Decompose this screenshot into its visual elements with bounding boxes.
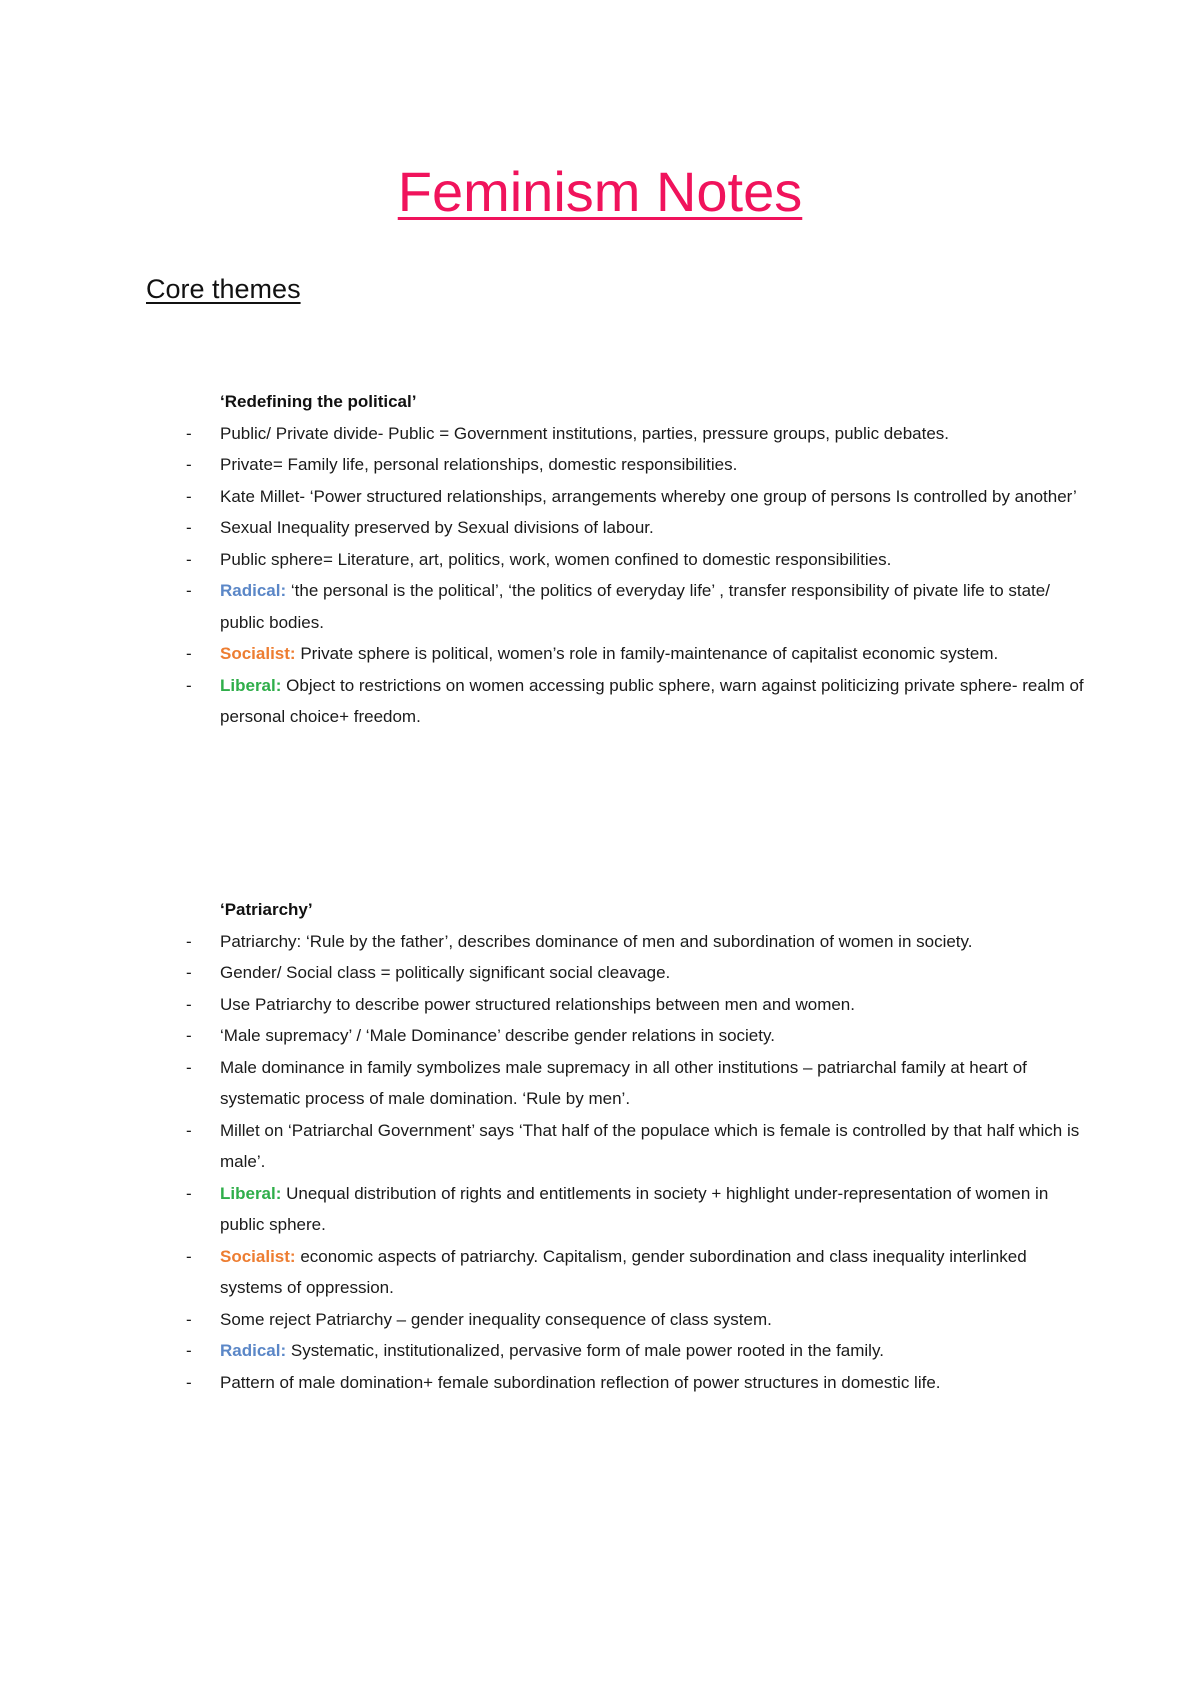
liberal-tag: Liberal: [220,1183,282,1203]
bullet-dash: - [186,518,192,537]
list-item [186,1178,1086,1241]
list-item [186,544,1086,576]
liberal-tag: Liberal: [220,675,282,695]
socialist-tag: Socialist: [220,644,296,663]
item-text: Sexual Inequality preserved by Sexual divisions of labour. [220,518,654,537]
socialist-tag: Socialist: [220,1246,296,1266]
list-item [186,989,1086,1021]
item-text: Some reject Patriarchy – gender inequality consequence of class system. [220,1309,772,1329]
bullet-dash: - [186,581,192,600]
list-item [186,670,1086,733]
item-text: ‘Male supremacy’ / ‘Male Dominance’ describe gender relations in society. [220,1026,775,1045]
item-text: Gender/ Social class = politically significant social cleavage. [220,963,671,982]
list-item [186,512,1086,544]
item-text: Kate Millet- ‘Power structured relationships, arrangements whereby one group of persons Is controlled by another’ [220,486,1077,506]
bullet-dash: - [186,1246,192,1266]
radical-tag: Radical: [220,581,287,600]
item-text: Public/ Private divide- Public = Government institutions, parties, pressure groups, public debates. [220,423,950,443]
item-text: Use Patriarchy to describe power structured relationships between men and women. [220,994,855,1014]
item-text: Private sphere is political, women’s role in family-maintenance of capitalist economic system. [300,644,999,663]
item-text: economic aspects of patriarchy. Capitalism, gender subordination and class inequality interlinked systems of oppression. [220,1246,1027,1297]
item-text: Public sphere= Literature, art, politics, work, women confined to domestic responsibilities. [220,549,892,569]
section-heading: Core themes [146,274,301,304]
bullet-dash: - [186,1120,192,1140]
list-item [186,1115,1086,1178]
bullet-dash: - [186,1341,192,1360]
bullet-dash: - [186,1057,192,1077]
list-item [186,481,1086,513]
bullet-dash: - [186,931,192,951]
bullet-dash: - [186,486,192,506]
bullet-dash: - [186,1183,192,1203]
list-item [186,575,1086,638]
item-text: Millet on ‘Patriarchal Government’ says ‘That half of the populace which is female is controlled by that half which is male’. [220,1120,1080,1171]
bullet-list [186,418,1086,733]
list-item [186,418,1086,450]
radical-tag: Radical: [220,1341,287,1360]
item-text: Systematic, institutionalized, pervasive form of male power rooted in the family. [290,1341,884,1360]
bullet-dash: - [186,549,192,569]
bullet-dash: - [186,675,192,695]
item-text: Pattern of male domination+ female subordination reflection of power structures in domestic life. [220,1372,941,1392]
bullet-dash: - [186,963,192,982]
section-redefining-the-political [186,386,1086,733]
bullet-dash: - [186,455,192,474]
bullet-dash: - [186,1309,192,1329]
bullet-dash: - [186,1026,192,1045]
item-text: Male dominance in family symbolizes male supremacy in all other institutions – patriarchal family at heart of systematic process of male domination. ‘Rule by men’. [220,1057,1027,1108]
item-text: Unequal distribution of rights and entitlements in society + highlight under-representation of women in public sphere. [220,1183,1049,1234]
list-item [186,1241,1086,1304]
bullet-dash: - [186,423,192,443]
bullet-dash: - [186,994,192,1014]
list-item [186,926,1086,958]
list-item [186,638,1086,670]
item-text: ‘the personal is the political’, ‘the politics of everyday life’ , transfer responsibility of pivate life to state/ public bodies. [220,581,1050,632]
list-item [186,1335,1086,1367]
item-text: Object to restrictions on women accessing public sphere, warn against politicizing private sphere- realm of personal choice+ freedom. [220,675,1084,726]
bullet-dash: - [186,644,192,663]
list-item [186,449,1086,481]
list-item [186,1367,1086,1399]
section-patriarchy [186,894,1086,1398]
sub-heading: ‘Patriarchy’ [220,900,313,919]
item-text: Patriarchy: ‘Rule by the father’, describes dominance of men and subordination of women in society. [220,931,973,951]
sub-heading: ‘Redefining the political’ [220,392,417,411]
list-item [186,957,1086,989]
list-item [186,1304,1086,1336]
list-item [186,1020,1086,1052]
bullet-list [186,926,1086,1399]
list-item [186,1052,1086,1115]
bullet-dash: - [186,1372,192,1392]
item-text: Private= Family life, personal relationships, domestic responsibilities. [220,455,738,474]
document-title: Feminism Notes [397,160,803,223]
